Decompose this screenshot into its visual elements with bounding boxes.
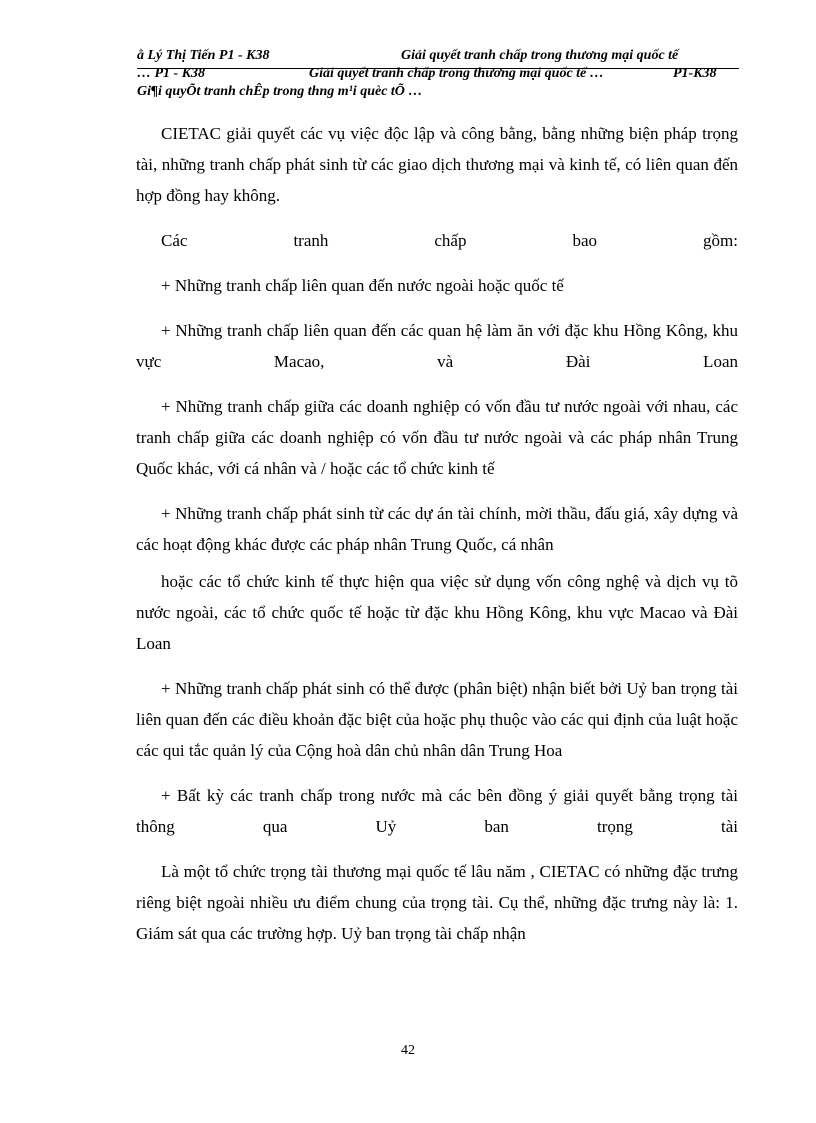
page-number: 42 [401,1043,415,1058]
paragraph-special-provisions: + Những tranh chấp phát sinh có thể được (phân biệt) nhận biết bởi Uỷ ban trọng tài liên quan đến các điều khoản đặc biệt của hoặc phụ thuộc vào các qui định của luật hoặc các qui tắc quản lý của Cộng hoà dân chủ nhân dân Trung Hoa [136,679,738,760]
paragraph-hongkong-disputes: + Những tranh chấp liên quan đến các quan hệ làm ăn với đặc khu Hồng Kông, khu vực Macao, và Đài Loan [136,321,738,371]
paragraph-cietac-features: Là một tổ chức trọng tài thương mại quốc tế lâu năm , CIETAC có những đặc trưng riêng biệt ngoài nhiều ưu điểm chung của trọng tài. Cụ thể, những đặc trưng này là: 1. Giám sát qua các trường hợp. Uỷ ban trọng tài chấp nhận [136,862,738,943]
header-title: Giải quyết tranh chấp trong thương mại quốc tế [401,48,679,63]
paragraph-fdi-disputes: + Những tranh chấp giữa các doanh nghiệp có vốn đầu tư nước ngoài với nhau, các tranh chấp giữa các doanh nghiệp có vốn đầu tư nước ngoài và các pháp nhân Trung Quốc khác, với cá nhân và / hoặc các tổ chức kinh tế [136,397,738,478]
header-class-code: P1-K38 [673,66,717,81]
paragraph-foreign-disputes: + Những tranh chấp liên quan đến nước ngoài hoặc quốc tế [161,276,564,295]
header-author: ằ Lý Thị Tiến P1 - K38 [137,48,270,63]
paragraph-cietac-intro: CIETAC giải quyết các vụ việc độc lập và công bằng, bằng những biện pháp trọng tài, những tranh chấp phát sinh từ các giao dịch thương mại và kinh tế, có liên quan đến hợp đồng hay không. [136,124,738,205]
paragraph-project-disputes-cont: hoặc các tổ chức kinh tế thực hiện qua việc sử dụng vốn công nghệ và dịch vụ tõ nước ngoài, các tổ chức quốc tế hoặc từ đặc khu Hồng Kông, khu vực Macao và Đài Loan [136,572,738,653]
paragraph-disputes-heading: Các tranh chấp bao gồm: [161,231,738,250]
paragraph-project-disputes: + Những tranh chấp phát sinh từ các dự án tài chính, mời thầu, đấu giá, xây dựng và các hoạt động khác được các pháp nhân Trung Quốc, cá nhân [136,504,738,554]
document-body [136,118,738,963]
header-title-repeat: Giải quyết tranh chấp trong thương mại quốc tế … [309,66,604,81]
paragraph-domestic-disputes: + Bất kỳ các tranh chấp trong nước mà các bên đồng ý giải quyết bằng trọng tài thông qua Uỷ ban trọng tài [136,786,738,836]
header-garbled-title: Gi¶i quyÕt tranh chÊp trong thng m¹i quèc tÕ … [137,84,423,99]
header-author-repeat: … P1 - K38 [137,66,206,81]
